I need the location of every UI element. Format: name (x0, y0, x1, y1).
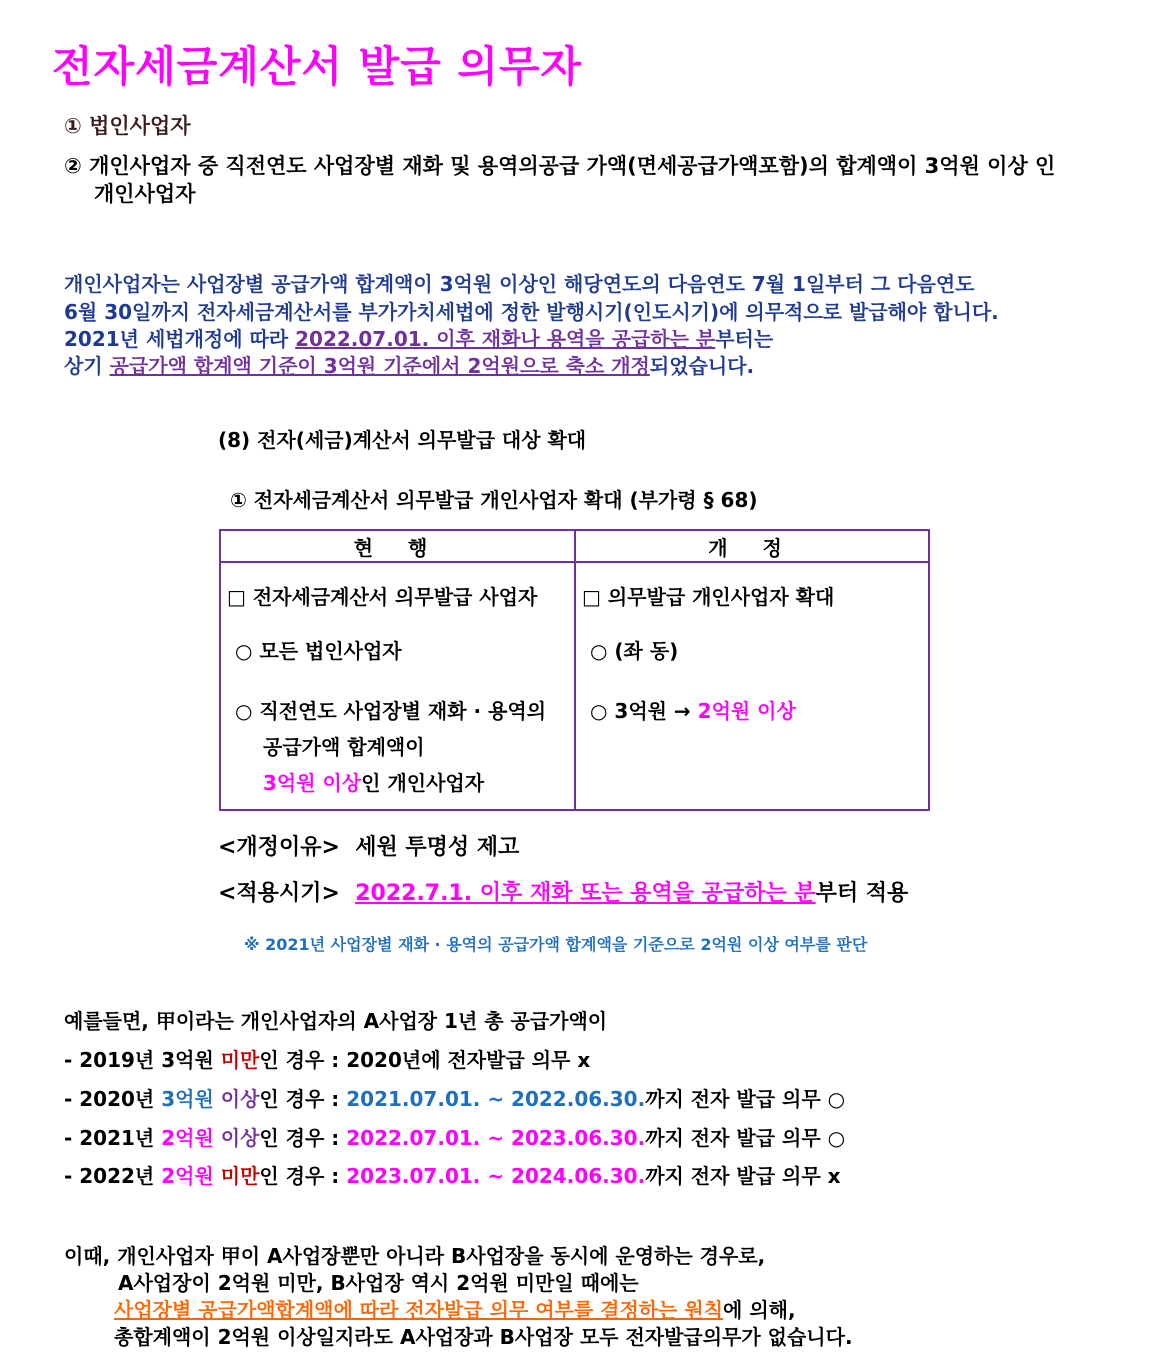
column-header-current: 현 행 (220, 530, 575, 562)
tail-line-1: 이때, 개인사업자 甲이 A사업장뿐만 아니라 B사업장을 동시에 운영하는 경우로, (64, 1244, 766, 1268)
reason-text: 세원 투명성 제고 (355, 835, 520, 860)
highlight-text: 2억원 (161, 1126, 214, 1150)
page-title: 전자세금계산서 발급 의무자 (52, 42, 583, 91)
current-box-label: □ 전자세금계산서 의무발급 사업자 (227, 585, 538, 609)
plain-text (214, 1164, 221, 1188)
example-row-3 (64, 1122, 845, 1151)
apply-rest: 부터 적용 (815, 881, 909, 906)
highlight-text: 2억원 (161, 1164, 214, 1188)
plain-text: 인 경우 : (259, 1164, 347, 1188)
highlight-text: 이상 (220, 1087, 260, 1111)
tail-line-2: A사업장이 2억원 미만, B사업장 역시 2억원 미만일 때에는 (118, 1271, 639, 1295)
plain-text: ○ 3억원 → (590, 699, 698, 723)
plain-text: - 2021년 (64, 1126, 162, 1150)
revised-item-1: ○ (좌 동) (590, 639, 679, 663)
explanation-line-3 (64, 323, 773, 352)
explanation-text: 상기 (64, 354, 110, 378)
plain-text: 까지 전자 발급 의무 ○ (645, 1126, 846, 1150)
highlight-text: 2억원 이상 (697, 699, 796, 723)
apply-label: <적용시기> (218, 881, 340, 906)
explanation-underline: 2022.07.01. 이후 재화나 용역을 공급하는 분 (295, 327, 716, 351)
explanation-text: 부터는 (715, 327, 774, 351)
note-line: ※ 2021년 사업장별 재화 · 용역의 공급가액 합계액을 기준으로 2억원 이상 여부를 판단 (244, 935, 868, 954)
tail-underline: 사업장별 공급가액합계액에 따라 전자발급 의무 여부를 결정하는 원칙 (114, 1298, 724, 1322)
reason-line (218, 830, 519, 861)
tail-line-4: 총합계액이 2억원 이상일지라도 A사업장과 B사업장 모두 전자발급의무가 없습니다. (114, 1325, 853, 1349)
explanation-text: 되었습니다. (649, 354, 755, 378)
explanation-underline: 공급가액 합계액 기준이 3억원 기준에서 2억원으로 축소 개정 (109, 354, 650, 378)
example-row-4 (64, 1160, 841, 1189)
cell-revised (575, 562, 929, 810)
plain-text: 인 경우 : (259, 1126, 347, 1150)
date-range: 2023.07.01. ~ 2024.06.30. (346, 1164, 646, 1188)
explanation-line-1: 개인사업자는 사업장별 공급가액 합계액이 3억원 이상인 해당연도의 다음연도 7월 1일부터 그 다음연도 (64, 272, 975, 296)
obligor-item-corporate: ① 법인사업자 (64, 114, 191, 138)
section-subheading: ① 전자세금계산서 의무발급 개인사업자 확대 (부가령 § 68) (230, 488, 758, 512)
reason-label: <개정이유> (218, 835, 340, 860)
current-item-1: ○ 모든 법인사업자 (235, 639, 402, 663)
highlight-text: 미만 (220, 1164, 260, 1188)
current-item-2: ○ 직전연도 사업장별 재화 · 용역의 (235, 699, 547, 723)
plain-text: 에 의해, (723, 1298, 796, 1322)
obligor-item-individual: ② 개인사업자 중 직전연도 사업장별 재화 및 용역의공급 가액(면세공급가액포함)의 합계액이 3억원 이상 인 (64, 154, 1056, 178)
plain-text: - 2020년 (64, 1087, 162, 1111)
current-item-2-cont: 공급가액 합계액이 (263, 735, 425, 759)
cell-current (220, 562, 575, 810)
section-heading: (8) 전자(세금)계산서 의무발급 대상 확대 (218, 428, 587, 452)
explanation-line-4 (64, 350, 754, 379)
explanation-text: 2021년 세법개정에 따라 (64, 327, 296, 351)
plain-text: 인 경우 : (259, 1087, 347, 1111)
apply-underline: 2022.7.1. 이후 재화 또는 용역을 공급하는 분 (355, 881, 816, 906)
tail-line-3 (114, 1294, 796, 1323)
plain-text: - 2019년 3억원 (64, 1048, 221, 1072)
highlight-text: 이상 (220, 1126, 260, 1150)
plain-text: 까지 전자 발급 의무 ○ (645, 1087, 846, 1111)
plain-text: 인 개인사업자 (361, 771, 485, 795)
plain-text (214, 1087, 221, 1111)
plain-text: - 2022년 (64, 1164, 162, 1188)
obligor-item-individual-cont: 개인사업자 (94, 182, 196, 206)
date-range: 2022.07.01. ~ 2023.06.30. (346, 1126, 646, 1150)
column-header-revised: 개 정 (575, 530, 929, 562)
revised-box-label: □ 의무발급 개인사업자 확대 (582, 585, 835, 609)
highlight-text: 미만 (220, 1048, 260, 1072)
highlight-text: 3억원 (161, 1087, 214, 1111)
plain-text: 까지 전자 발급 의무 x (645, 1164, 841, 1188)
plain-text: 인 경우 : 2020년에 전자발급 의무 x (259, 1048, 591, 1072)
example-row-2 (64, 1083, 845, 1112)
current-item-2-cont (263, 767, 484, 796)
revised-item-2 (590, 695, 796, 724)
explanation-line-2: 6월 30일까지 전자세금계산서를 부가가치세법에 정한 발행시기(인도시기)에 의무적으로 발급해야 합니다. (64, 300, 999, 324)
date-range: 2021.07.01. ~ 2022.06.30. (346, 1087, 646, 1111)
example-intro: 예를들면, 甲이라는 개인사업자의 A사업장 1년 총 공급가액이 (64, 1009, 608, 1033)
apply-line (218, 876, 908, 907)
highlight-text: 3억원 이상 (263, 771, 362, 795)
example-row-1 (64, 1044, 590, 1073)
comparison-table (219, 529, 930, 811)
plain-text (214, 1126, 221, 1150)
